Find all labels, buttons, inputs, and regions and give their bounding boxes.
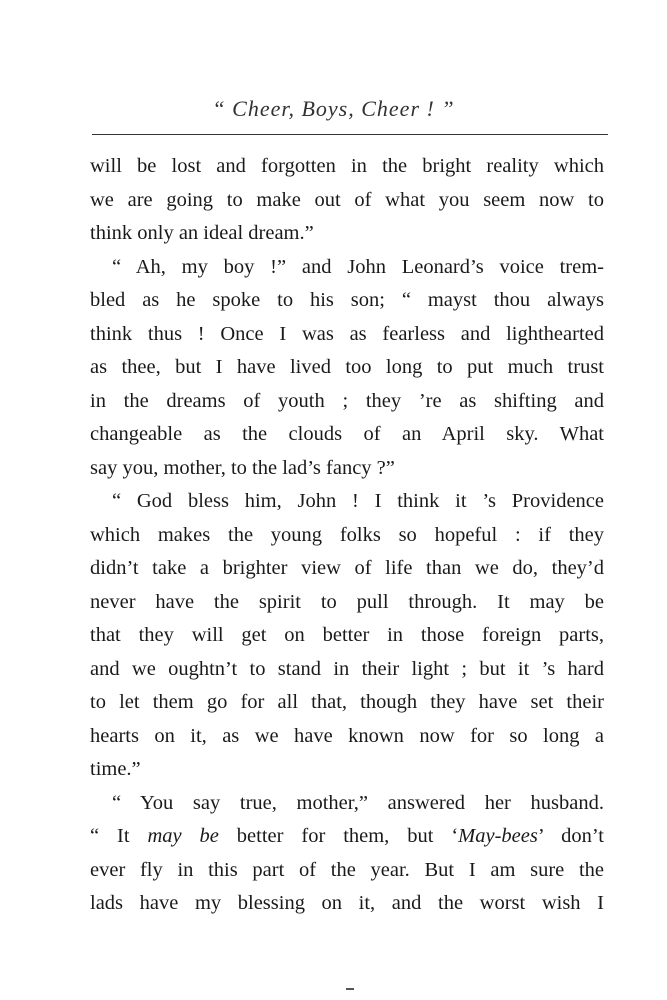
text-line: “ You say true, mother,” answered her husband. [112,791,604,814]
text-line: which makes the young folks so hopeful : if they [90,523,604,546]
italic-phrase: may be [147,825,219,847]
text-line: time.” [90,758,141,780]
text-line: ever fly in this part of the year. But I am sure the [90,858,604,881]
text-line: to let them go for all that, though they have set their [90,691,604,713]
text-line: as thee, but I have lived too long to put much trust [90,356,604,378]
text-line: changeable as the clouds of an April sky. What [90,423,604,445]
text-line: will be lost and forgotten in the bright reality which [90,155,604,177]
body-text [90,150,604,921]
text-line: in the dreams of youth ; they ’re as shifting and [90,389,604,412]
text-line: that they will get on better in those foreign parts, [90,624,604,646]
text-line: and we oughtn’t to stand in their light ; but it ’s hard [90,657,604,680]
text-line: “ Ah, my boy !” and John Leonard’s voice trem- [112,255,604,278]
text-line: think thus ! Once I was as fearless and lighthearted [90,322,604,345]
text-line: hearts on it, as we have known now for so long a [90,724,604,747]
text-line: think only an ideal dream.” [90,222,314,244]
header-rule [92,134,608,135]
text-line: say you, mother, to the lad’s fancy ?” [90,456,395,479]
page-mark [346,988,354,990]
text-line: didn’t take a brighter view of life than we do, they’d [90,557,604,579]
text-line: “ God bless him, John ! I think it ’s Providence [112,490,604,512]
text-line: “ It may be better for them, but ‘May-bees’ don’t [90,825,604,847]
text-line: never have the spirit to pull through. It may be [90,590,604,613]
italic-phrase: May-bees [458,825,538,847]
text-line: bled as he spoke to his son; “ mayst thou always [90,289,604,311]
running-head: “ Cheer, Boys, Cheer ! ” [212,96,455,121]
text-line: lads have my blessing on it, and the worst wish I [90,892,604,914]
text-line: we are going to make out of what you seem now to [90,188,604,211]
